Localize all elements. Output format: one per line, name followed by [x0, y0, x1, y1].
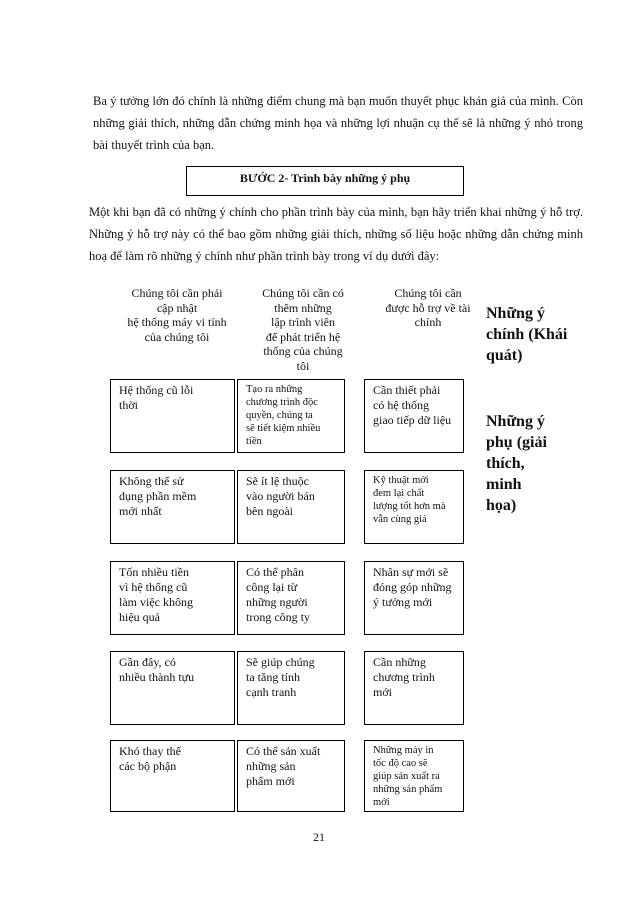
page-number: 21 [313, 830, 325, 844]
supporting-idea-cell: Có thể sản xuất những sản phẩm mới [237, 740, 345, 812]
supporting-idea-cell: Cần những chương trình mới [364, 651, 464, 725]
main-idea-header-1: Chúng tôi cần phải cập nhật hệ thống máy vi tính của chúng tôi [127, 286, 227, 344]
supporting-idea-cell: Sẽ giúp chúng ta tăng tính cạnh tranh [237, 651, 345, 725]
supporting-idea-cell: Không thể sử dụng phần mềm mới nhất [110, 470, 235, 544]
intro-paragraph: Ba ý tưởng lớn đó chính là những điểm chung mà bạn muốn thuyết phục khán giả của mình. Còn những giải thích, những dẫn chứng minh họa và những lợi nhuận cụ thể sẽ là những ý nhỏ trong bài thuyết trình của bạn. [93, 94, 583, 152]
supporting-idea-cell: Tốn nhiều tiền vì hệ thống cũ làm việc không hiệu quả [110, 561, 235, 635]
supporting-idea-cell: Sẽ ít lệ thuộc vào người bán bên ngoài [237, 470, 345, 544]
supporting-idea-cell: Những máy in tốc độ cao sẽ giúp sản xuất ra những sản phẩm mới [364, 740, 464, 812]
main-idea-header-2: Chúng tôi cần có thêm những lập trình viên để phát triển hệ thống của chúng tôi [262, 286, 344, 373]
supporting-idea-cell: Hệ thống cũ lỗi thời [110, 379, 235, 453]
supporting-idea-cell: Nhân sự mới sẽ đóng góp những ý tưởng mới [364, 561, 464, 635]
supporting-ideas-label: Những ý phụ (giải thích, minh họa) [486, 413, 547, 514]
main-idea-header-3: Chúng tôi cần được hỗ trợ về tài chính [385, 286, 471, 329]
supporting-idea-cell: Cần thiết phải có hệ thống giao tiếp dữ liệu [364, 379, 464, 453]
step-2-box [186, 166, 464, 196]
supporting-idea-cell: Có thể phân công lại từ những người trong công ty [237, 561, 345, 635]
supporting-idea-cell: Tạo ra những chương trình độc quyền, chúng ta sẽ tiết kiệm nhiều tiền [237, 379, 345, 453]
main-ideas-label: Những ý chính (Khái quát) [486, 305, 568, 364]
supporting-idea-cell: Gần đây, có nhiều thành tựu [110, 651, 235, 725]
body-paragraph: Một khi bạn đã có những ý chính cho phần trình bày của mình, bạn hãy triển khai những ý hỗ trợ. Những ý hỗ trợ này có thể bao gồm những giải thích, những số liệu hoặc những dẫn chứng minh hoạ để làm rõ những ý chính như phần trình bày trong ví dụ dưới đây: [89, 205, 583, 263]
supporting-idea-cell: Khó thay thế các bộ phận [110, 740, 235, 812]
step-2-title: BƯỚC 2- Trình bày những ý phụ [239, 171, 411, 185]
supporting-idea-cell: Kỹ thuật mới đem lại chất lượng tốt hơn mà vẫn cùng giá [364, 470, 464, 544]
